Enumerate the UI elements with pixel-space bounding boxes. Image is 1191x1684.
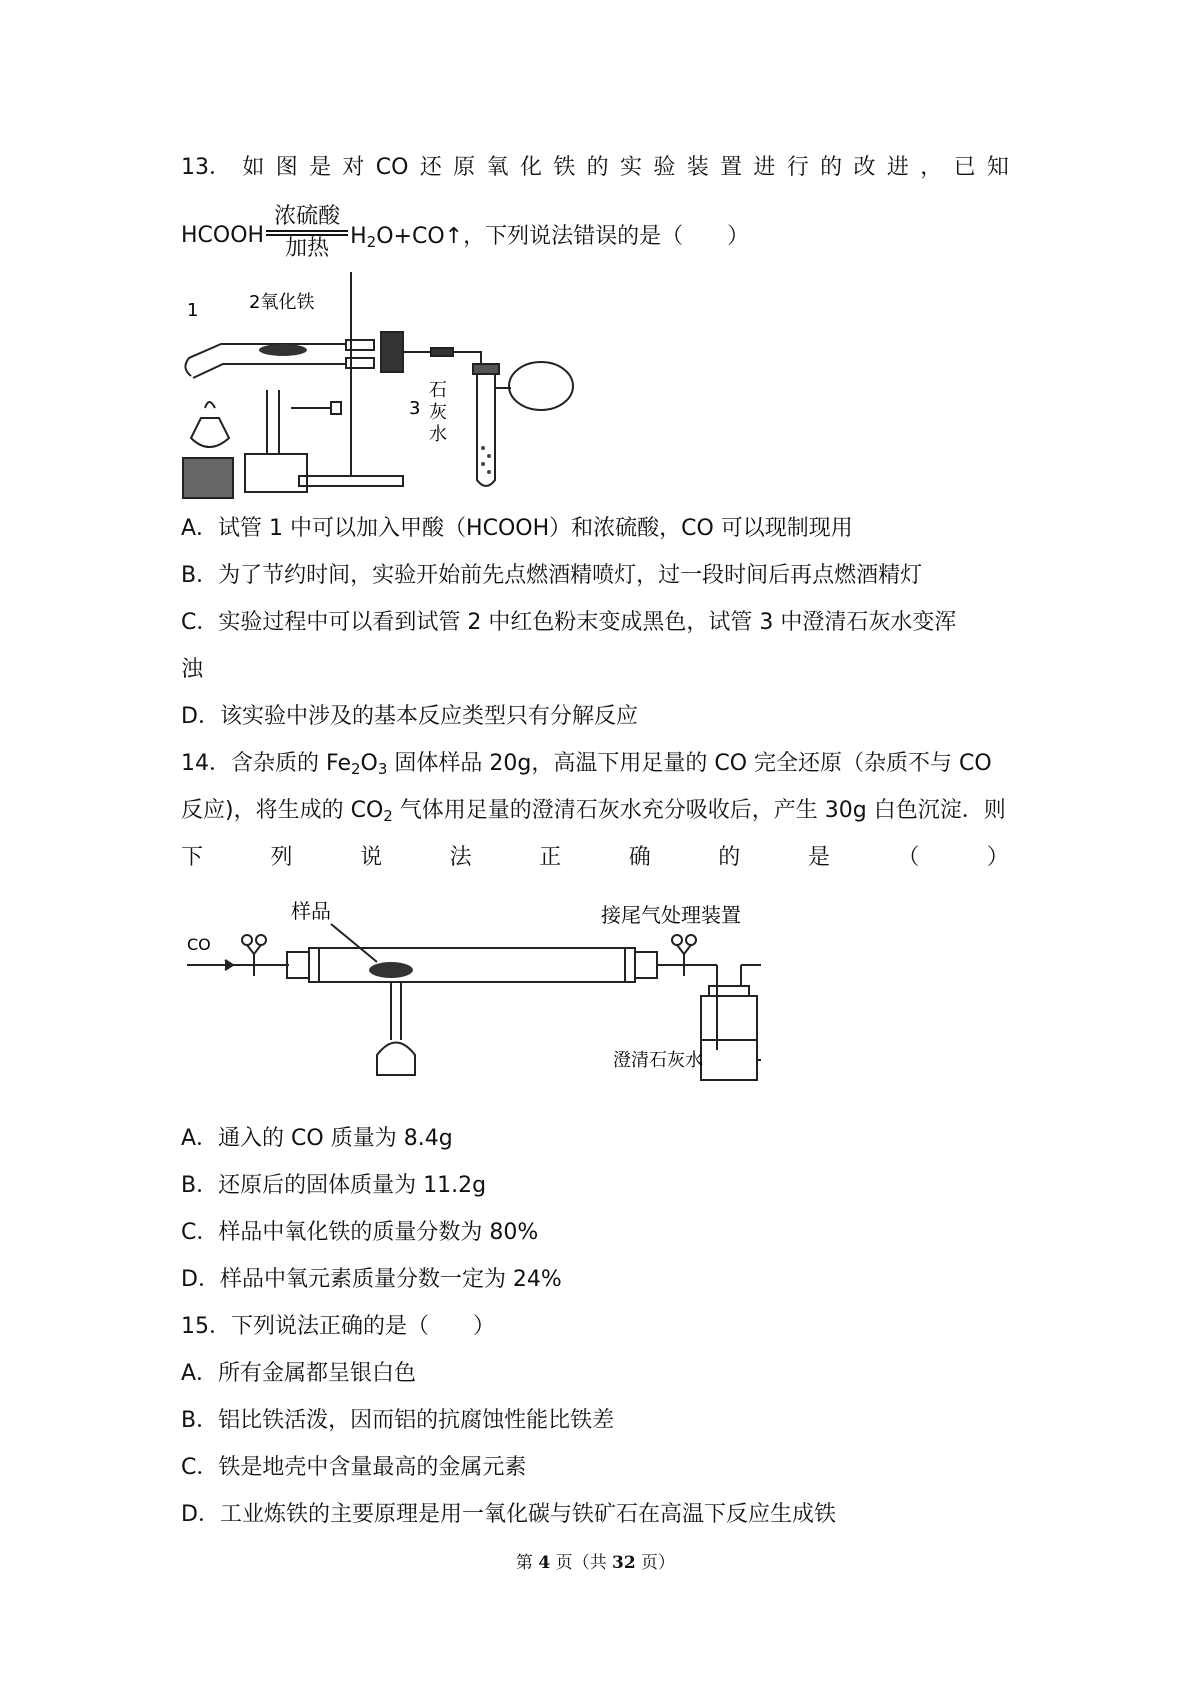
q13-stem-word: 行 [786,155,809,180]
q13-stem-word: 如 [242,155,265,180]
q13-stem-word: 图 [275,155,298,180]
q13-stem-word: 实 [619,155,642,180]
q14-stem-line2: 反应)，将生成的 $CO_2$ 气体用足量的澄清石灰水充分吸收后，产生 30g 白色沉淀．则 [181,798,1006,825]
q13-stem-word: 对 [342,155,365,180]
q13-stem-word: 原 [453,155,476,180]
q13-formula-line [181,205,749,265]
fig14-co-label: CO [187,935,211,954]
q14-stem-word: ） [986,845,1009,870]
fig14-sample-label: 样品 [291,899,331,923]
q13-option-c-line2: 浊 [181,657,204,682]
q13-stem-word: 进 [753,155,776,180]
fig14-lime-label: 澄清石灰水 [613,1050,703,1071]
q14-option-b: B．还原后的固体质量为 11.2g [181,1173,487,1198]
fig13-label-1: 1 [187,300,199,321]
q13-option-b: B．为了节约时间，实验开始前先点燃酒精喷灯，过一段时间后再点燃酒精灯 [181,563,923,588]
q13-stem-word: 已 [953,155,976,180]
q14-stem-word: 确 [628,845,651,870]
q14-stem-line1: 14．含杂质的 $Fe_2O_3$ 固体样品 20g，高温下用足量的 CO 完全还原（杂质不与 CO [181,751,992,778]
reaction-condition [266,204,348,262]
condition-bottom: 加热 [285,236,330,261]
q14-option-d: D．样品中氧元素质量分数一定为 24% [181,1267,562,1292]
page-number: 4 [538,1553,551,1573]
q14-stem-word: 说 [360,845,383,870]
q13-stem-word: 验 [653,155,676,180]
q13-stem-word: ， [920,155,943,180]
q13-stem-word: 进 [886,155,909,180]
page-footer: 第 4 页（共 32 页） [515,1553,676,1573]
q13-apparatus-figure [181,268,601,500]
q14-option-a: A．通入的 CO 质量为 8.4g [181,1126,453,1151]
q15-option-b: B．铝比铁活泼，因而铝的抗腐蚀性能比铁差 [181,1408,615,1433]
q14-stem-word: 下 [181,845,204,870]
q14-stem-word: （ [897,845,920,870]
q13-stem-word: 知 [986,155,1009,180]
q14-stem-word: 是 [807,845,830,870]
q13-stem-word: 的 [586,155,609,180]
q13-option-a: A．试管 1 中可以加入甲酸（HCOOH）和浓硫酸，CO 可以现制现用 [181,516,853,541]
fig13-lime-1: 石 [429,380,447,401]
q13-stem-word: 13． [181,155,231,180]
q13-stem-word: 还 [419,155,442,180]
q13-stem [181,153,1009,183]
q14-stem-word: 正 [539,845,562,870]
q13-stem-word: 氧 [486,155,509,180]
q13-stem-word: 置 [720,155,743,180]
q13-option-d: D．该实验中涉及的基本反应类型只有分解反应 [181,704,638,729]
q15-option-c: C．铁是地壳中含量最高的金属元素 [181,1455,527,1480]
q14-stem-word: 列 [270,845,293,870]
page-total: 32 [611,1553,636,1573]
fig14-tail-label: 接尾气处理装置 [601,903,741,927]
q13-option-c-line1: C．实验过程中可以看到试管 2 中红色粉末变成黑色，试管 3 中澄清石灰水变浑 [181,610,957,635]
q15-option-a: A．所有金属都呈银白色 [181,1361,417,1386]
products: $H_2O+CO↑$，下列说法错误的是（ ） [350,224,750,251]
q13-stem-word: CO [375,155,409,180]
fig13-lime-3: 水 [429,424,447,445]
q13-stem-word: 化 [519,155,542,180]
condition-top: 浓硫酸 [274,204,341,229]
q14-apparatus-figure [181,890,761,1090]
q14-stem-word: 的 [718,845,741,870]
q14-stem-word: 法 [449,845,472,870]
q14-option-c: C．样品中氧化铁的质量分数为 80% [181,1220,539,1245]
q13-stem-word: 装 [686,155,709,180]
reactant: HCOOH [181,222,265,248]
fig13-lime-2: 灰 [429,402,447,423]
q15-stem: 15．下列说法正确的是（ ） [181,1314,495,1339]
fig13-label-3: 3 [409,398,421,419]
fig13-label-2: 2氧化铁 [249,292,315,313]
q13-stem-word: 的 [820,155,843,180]
q13-stem-word: 铁 [553,155,576,180]
q14-stem-line3 [181,843,1009,873]
q13-stem-word: 是 [309,155,332,180]
q13-stem-word: 改 [853,155,876,180]
q15-option-d: D．工业炼铁的主要原理是用一氧化碳与铁矿石在高温下反应生成铁 [181,1502,836,1527]
